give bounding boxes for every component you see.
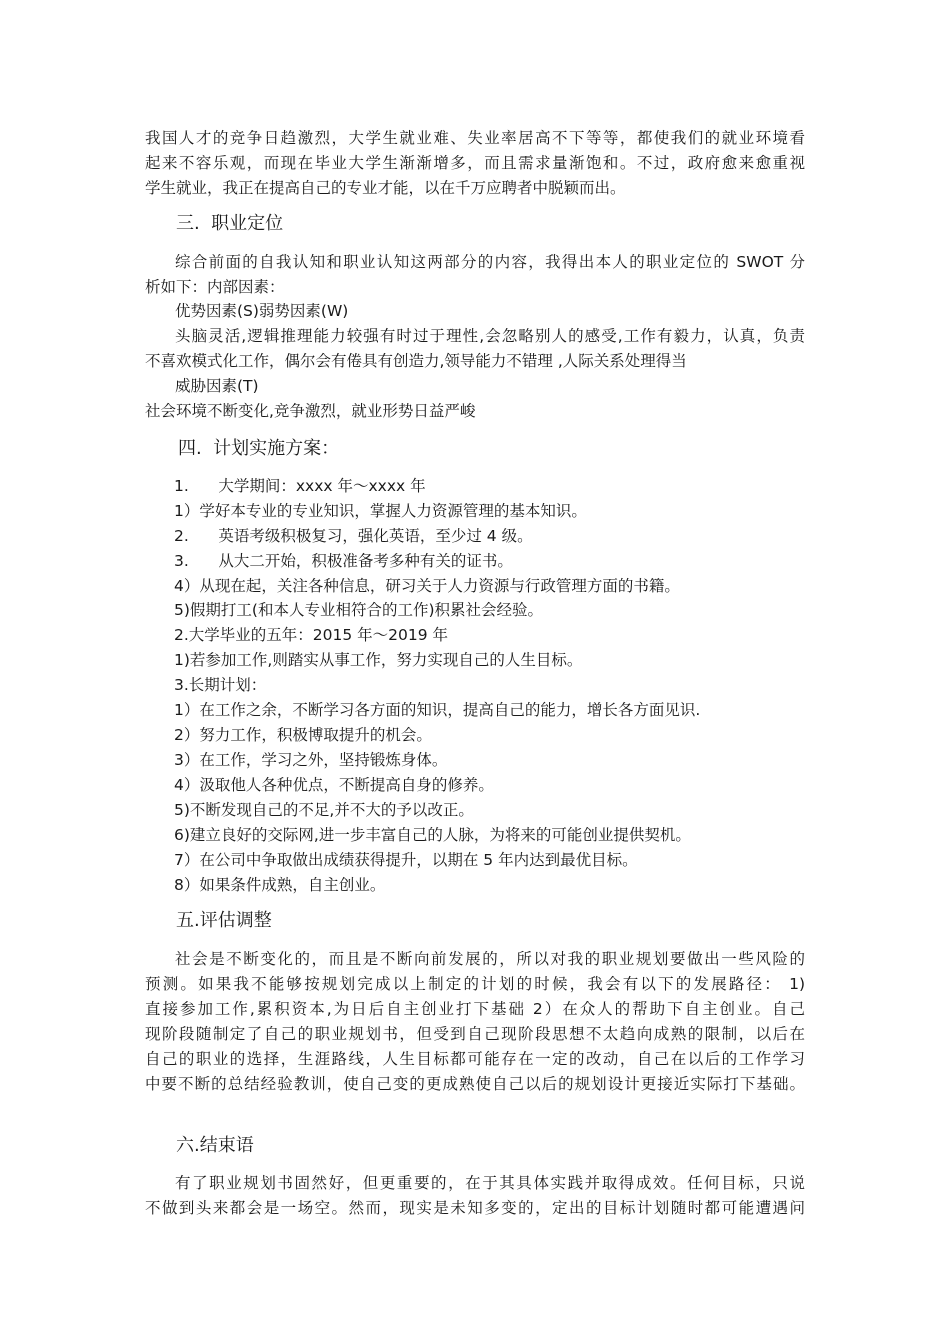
- section-heading: 四. 计划实施方案：: [178, 438, 340, 459]
- plan-item: 3）在工作，学习之外，坚持锻炼身体。: [174, 751, 448, 769]
- plan-item: 2）努力工作，积极博取提升的机会。: [174, 726, 432, 744]
- plan-item: 4）从现在起，关注各种信息，研习关于人力资源与行政管理方面的书籍。: [174, 577, 680, 595]
- paragraph-line: 综合前面的自我认知和职业认知这两部分的内容，我得出本人的职业定位的 SWOT 分: [175, 253, 805, 271]
- paragraph-line: 社会环境不断变化,竞争激烈，就业形势日益严峻: [145, 402, 476, 420]
- section-heading: 五.评估调整: [176, 910, 272, 931]
- plan-item: 8）如果条件成熟，自主创业。: [174, 876, 386, 894]
- plan-item: 6)建立良好的交际网,进一步丰富自己的人脉，为将来的可能创业提供契机。: [174, 826, 691, 844]
- plan-item: 2. 英语考级积极复习，强化英语，至少过 4 级。: [174, 527, 533, 545]
- section-heading: 六.结束语: [176, 1135, 254, 1156]
- paragraph-line: 自己的职业的选择，生涯路线，人生目标都可能存在一定的改动，自己在以后的工作学习: [145, 1050, 805, 1068]
- paragraph-line: 现阶段随制定了自己的职业规划书，但受到自己现阶段思想不太趋向成熟的限制，以后在: [145, 1025, 805, 1043]
- plan-item: 3. 从大二开始，积极准备考多种有关的证书。: [174, 552, 513, 570]
- plan-item: 1)若参加工作,则踏实从事工作，努力实现自己的人生目标。: [174, 651, 583, 669]
- plan-item: 3.长期计划：: [174, 676, 267, 694]
- plan-item: 1）学好本专业的专业知识，掌握人力资源管理的基本知识。: [174, 502, 587, 520]
- intro-line: 学生就业，我正在提高自己的专业才能，以在千万应聘者中脱颖而出。: [145, 179, 626, 197]
- paragraph-line: 有了职业规划书固然好，但更重要的，在于其具体实践并取得成效。任何目标，只说: [175, 1174, 805, 1192]
- paragraph-line: 不做到头来都会是一场空。然而，现实是未知多变的，定出的目标计划随时都可能遭遇问: [145, 1199, 805, 1217]
- section-heading: 三. 职业定位: [176, 213, 284, 234]
- plan-item: 5)不断发现自己的不足,并不大的予以改正。: [174, 801, 474, 819]
- plan-item: 1. 大学期间：xxxx 年～xxxx 年: [174, 477, 426, 495]
- plan-item: 7）在公司中争取做出成绩获得提升，以期在 5 年内达到最优目标。: [174, 851, 638, 869]
- paragraph-line: 预测。如果我不能够按规划完成以上制定的计划的时候，我会有以下的发展路径： 1): [145, 975, 805, 993]
- paragraph-line: 中要不断的总结经验教训，使自己变的更成熟使自己以后的规划设计更接近实际打下基础。: [145, 1075, 805, 1093]
- paragraph-line: 优势因素(S)弱势因素(W): [175, 302, 349, 320]
- intro-line: 起来不容乐观，而现在毕业大学生渐渐增多，而且需求量渐饱和。不过，政府愈来愈重视: [145, 154, 805, 172]
- paragraph-line: 社会是不断变化的，而且是不断向前发展的，所以对我的职业规划要做出一些风险的: [175, 950, 805, 968]
- plan-item: 5)假期打工(和本人专业相符合的工作)积累社会经验。: [174, 601, 544, 619]
- paragraph-line: 威胁因素(T): [175, 377, 259, 395]
- paragraph-line: 析如下：内部因素：: [145, 278, 285, 296]
- intro-line: 我国人才的竞争日趋激烈，大学生就业难、失业率居高不下等等，都使我们的就业环境看: [145, 129, 805, 147]
- paragraph-line: 不喜欢模式化工作，偶尔会有倦具有创造力,领导能力不错理 ,人际关系处理得当: [145, 352, 687, 370]
- paragraph-line: 直接参加工作,累积资本,为日后自主创业打下基础 2）在众人的帮助下自主创业。自己: [145, 1000, 805, 1018]
- plan-item: 2.大学毕业的五年：2015 年～2019 年: [174, 626, 449, 644]
- paragraph-line: 头脑灵活,逻辑推理能力较强有时过于理性,会忽略别人的感受,工作有毅力，认真，负责: [175, 327, 805, 345]
- plan-item: 4）汲取他人各种优点，不断提高自身的修养。: [174, 776, 494, 794]
- plan-item: 1）在工作之余，不断学习各方面的知识，提高自己的能力，增长各方面见识.: [174, 701, 701, 719]
